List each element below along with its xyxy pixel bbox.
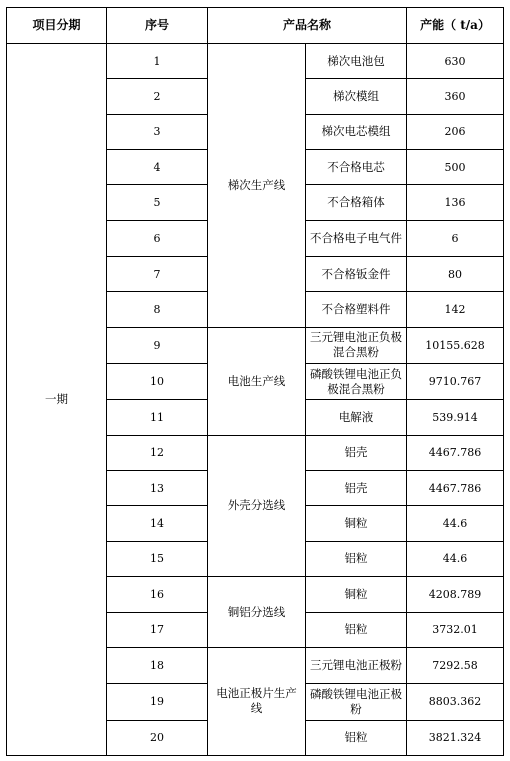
row-no: 18 [107,647,208,683]
line-cell: 电池正极片生产线 [208,647,306,755]
header-row [7,8,504,44]
phase-cell: 一期 [7,44,107,756]
capacity-table [6,7,504,756]
row-no: 11 [107,400,208,435]
capacity-value: 9710.767 [407,364,504,400]
capacity-value: 4208.789 [407,577,504,612]
row-no: 8 [107,292,208,327]
capacity-value: 136 [407,185,504,220]
row-no: 13 [107,471,208,506]
header-product-name: 产品名称 [208,8,407,44]
product-name: 铝壳 [306,435,407,470]
header-no: 序号 [107,8,208,44]
product-name: 不合格电子电气件 [306,220,407,256]
row-no: 15 [107,541,208,576]
capacity-value: 44.6 [407,506,504,541]
row-no: 12 [107,435,208,470]
row-no: 4 [107,150,208,185]
row-no: 2 [107,79,208,114]
row-no: 1 [107,44,208,79]
product-name: 铜粒 [306,577,407,612]
product-name: 电解液 [306,400,407,435]
product-name: 不合格电芯 [306,150,407,185]
capacity-value: 6 [407,220,504,256]
capacity-value: 3821.324 [407,720,504,755]
product-name: 铝粒 [306,612,407,647]
capacity-value: 4467.786 [407,471,504,506]
row-no: 10 [107,364,208,400]
capacity-value: 360 [407,79,504,114]
row-no: 17 [107,612,208,647]
line-cell: 电池生产线 [208,327,306,435]
capacity-value: 44.6 [407,541,504,576]
capacity-value: 7292.58 [407,647,504,683]
product-name: 铝壳 [306,471,407,506]
capacity-value: 500 [407,150,504,185]
row-no: 20 [107,720,208,755]
line-cell: 外壳分选线 [208,435,306,576]
product-name: 不合格钣金件 [306,257,407,292]
capacity-value: 206 [407,114,504,149]
product-name: 不合格箱体 [306,185,407,220]
capacity-value: 539.914 [407,400,504,435]
header-capacity: 产能（ t/a） [407,8,504,44]
capacity-value: 142 [407,292,504,327]
product-name: 梯次模组 [306,79,407,114]
product-name: 不合格塑料件 [306,292,407,327]
product-name: 梯次电芯模组 [306,114,407,149]
row-no: 14 [107,506,208,541]
row-no: 3 [107,114,208,149]
table-row [7,44,504,79]
product-name: 三元锂电池正极粉 [306,647,407,683]
line-cell: 铜铝分选线 [208,577,306,648]
product-name: 磷酸铁锂电池正负极混合黑粉 [306,364,407,400]
capacity-value: 8803.362 [407,684,504,720]
row-no: 19 [107,684,208,720]
capacity-value: 3732.01 [407,612,504,647]
row-no: 9 [107,327,208,363]
product-name: 铝粒 [306,541,407,576]
header-phase: 项目分期 [7,8,107,44]
line-cell: 梯次生产线 [208,44,306,328]
row-no: 7 [107,257,208,292]
row-no: 6 [107,220,208,256]
row-no: 16 [107,577,208,612]
product-name: 磷酸铁锂电池正极粉 [306,684,407,720]
product-name: 铜粒 [306,506,407,541]
product-name: 梯次电池包 [306,44,407,79]
product-name: 铝粒 [306,720,407,755]
capacity-value: 80 [407,257,504,292]
capacity-value: 4467.786 [407,435,504,470]
capacity-value: 630 [407,44,504,79]
row-no: 5 [107,185,208,220]
capacity-value: 10155.628 [407,327,504,363]
product-name: 三元锂电池正负极混合黑粉 [306,327,407,363]
